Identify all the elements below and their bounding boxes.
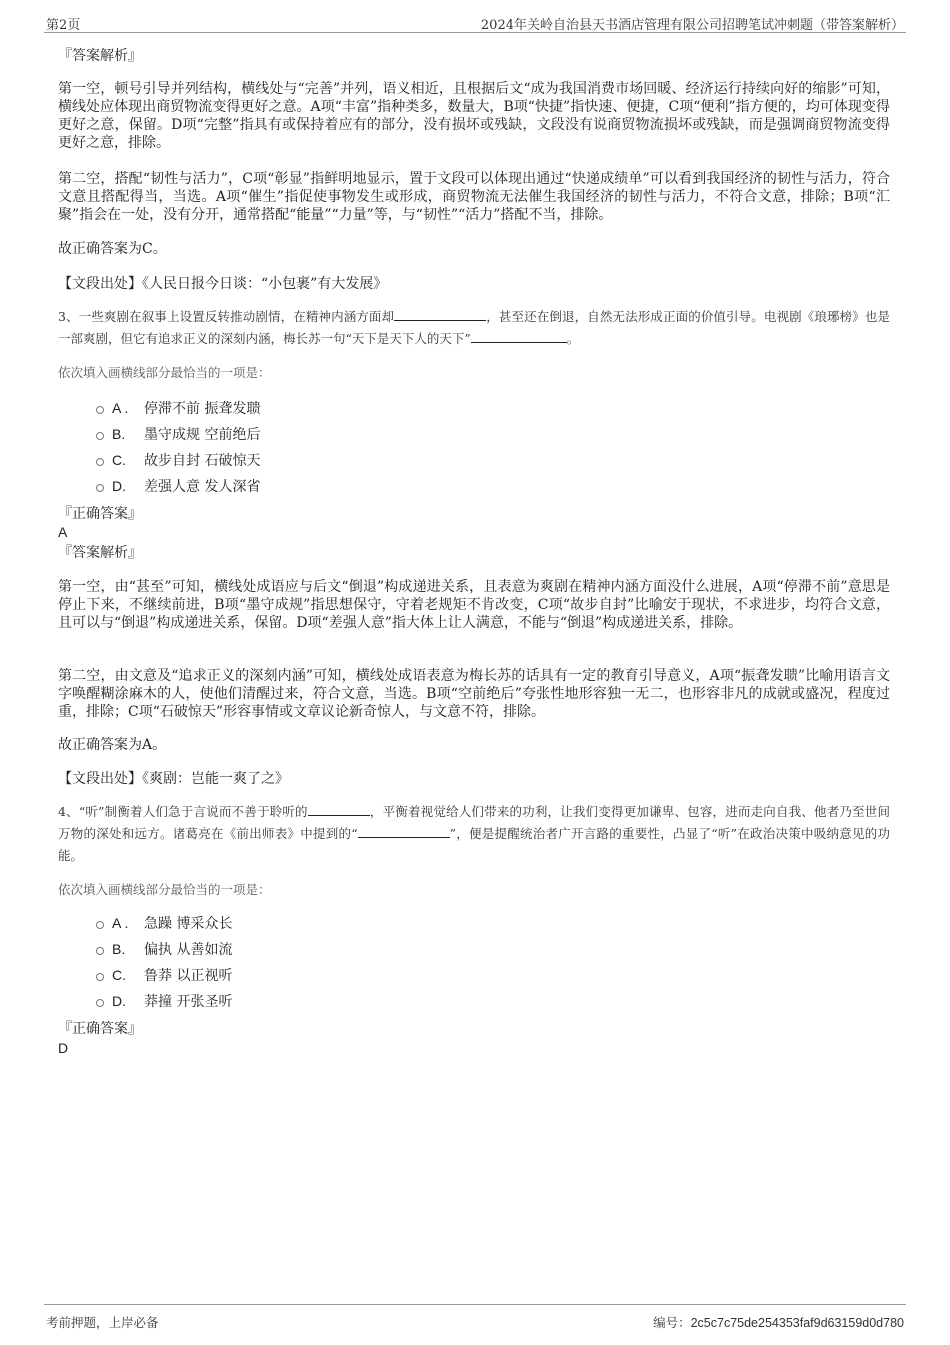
document-title: 2024年关岭自治县天书酒店管理有限公司招聘笔试冲刺题（带答案解析） bbox=[480, 18, 904, 33]
fill-blank bbox=[358, 825, 450, 838]
document-code: 编号：2c5c7c75de254353faf9d63159d0d780 bbox=[653, 1315, 904, 1330]
correct-answer-label: 『正确答案』 bbox=[58, 506, 142, 522]
correct-answer: A bbox=[58, 524, 68, 540]
radio-icon[interactable] bbox=[96, 999, 104, 1007]
analysis-paragraph: 第一空，由“甚至”可知，横线处成语应与后文“倒退”构成递进关系，且表意为爽剧在精神内涵方面没什么进展，A项“停滞不前”意思是停止下来，不继续前进，B项“墨守成规”指思想保守，守着老规矩不肯改变，C项“故步自封”比喻安于现状，不求进步，均符合文意，且可以与“倒退”构成递进关系，保留。D项“差强人意”指大体上让人满意，不能与“倒退”构成递进关系，排除。 bbox=[58, 579, 890, 631]
page-number: 第2页 bbox=[46, 18, 81, 33]
radio-icon[interactable] bbox=[96, 432, 104, 440]
option-a[interactable]: A . 急躁 博采众长 bbox=[96, 910, 232, 936]
analysis-paragraph: 第一空，顿号引导并列结构，横线处与“完善”并列，语义相近，且根据后文“成为我国消费市场回暖、经济运行持续向好的缩影”可知，横线处应体现出商贸物流变得更好之意。A项“丰富”指种类多，数量大，B项“快捷”指快速、便捷，C项“便利”指方便的，均可体现变得更好之意，保留。D项“完整”指具有或保持着应有的部分，没有损坏或残缺，文段没有说商贸物流损坏或残缺，而是强调商贸物流变得更好之意，排除。 bbox=[58, 81, 890, 151]
fill-blank bbox=[308, 803, 370, 816]
option-c[interactable]: C. 故步自封 石破惊天 bbox=[96, 447, 260, 473]
footer-slogan: 考前押题，上岸必备 bbox=[46, 1315, 159, 1330]
option-d[interactable]: D. 差强人意 发人深省 bbox=[96, 473, 260, 499]
conclusion: 故正确答案为A。 bbox=[58, 737, 167, 753]
question-3-stem: 3、一些爽剧在叙事上设置反转推动剧情，在精神内涵方面却 ，甚至还在倒退，自然无法形成正面的价值引导。电视剧《琅琊榜》也是一部爽剧，但它有追求正义的深刻内涵，梅长苏一句“天下是天下人的天下” 。 bbox=[58, 309, 890, 346]
page-footer bbox=[44, 1304, 906, 1329]
analysis-label: 『答案解析』 bbox=[58, 48, 142, 64]
page-header bbox=[44, 12, 906, 33]
option-b[interactable]: B. 偏执 从善如流 bbox=[96, 936, 232, 962]
question-3-options bbox=[96, 395, 260, 499]
question-4-options bbox=[96, 910, 232, 1014]
analysis-paragraph: 第二空，搭配“韧性与活力”，C项“彰显”指鲜明地显示，置于文段可以体现出通过“快递成绩单”可以看到我国经济的韧性与活力，符合文意且搭配得当，当选。A项“催生”指促使事物发生或形成，商贸物流无法催生我国经济的韧性与活力，不符合文意，排除；B项“汇聚”指会在一处，没有分开，通常搭配“能量”“力量”等，与“韧性”“活力”搭配不当，排除。 bbox=[58, 171, 890, 223]
radio-icon[interactable] bbox=[96, 973, 104, 981]
source-citation: 【文段出处】《爽剧：岂能一爽了之》 bbox=[58, 771, 289, 787]
option-b[interactable]: B. 墨守成规 空前绝后 bbox=[96, 421, 260, 447]
fill-blank bbox=[471, 330, 567, 343]
conclusion: 故正确答案为C。 bbox=[58, 241, 167, 257]
radio-icon[interactable] bbox=[96, 947, 104, 955]
analysis-label: 『答案解析』 bbox=[58, 545, 142, 561]
correct-answer: D bbox=[58, 1040, 69, 1056]
radio-icon[interactable] bbox=[96, 921, 104, 929]
radio-icon[interactable] bbox=[96, 406, 104, 414]
option-d[interactable]: D. 莽撞 开张圣听 bbox=[96, 988, 232, 1014]
question-prompt: 依次填入画横线部分最恰当的一项是： bbox=[58, 882, 271, 897]
analysis-paragraph: 第二空，由文意及“追求正义的深刻内涵”可知，横线处成语表意为梅长苏的话具有一定的教育引导意义，A项“振聋发聩”比喻用语言文字唤醒糊涂麻木的人，使他们清醒过来，符合文意，当选。B项“空前绝后”夸张性地形容独一无二，也形容非凡的成就或盛况，程度过重，排除；C项“石破惊天”形容事情或文章议论新奇惊人，与文意不符，排除。 bbox=[58, 668, 890, 720]
fill-blank bbox=[394, 308, 486, 321]
option-c[interactable]: C. 鲁莽 以正视听 bbox=[96, 962, 232, 988]
question-4-stem: 4、“听”制衡着人们急于言说而不善于聆听的 ，平衡着视觉给人们带来的功利，让我们变得更加谦卑、包容，进而走向自我、他者乃至世间万物的深处和远方。诸葛亮在《前出师表》中提到的“ ”，便是提醒统治者广开言路的重要性，凸显了“听”在政治决策中吸纳意见的功能。 bbox=[58, 804, 890, 863]
correct-answer-label: 『正确答案』 bbox=[58, 1021, 142, 1037]
radio-icon[interactable] bbox=[96, 484, 104, 492]
option-a[interactable]: A . 停滞不前 振聋发聩 bbox=[96, 395, 260, 421]
source-citation: 【文段出处】《人民日报今日谈：“小包裹”有大发展》 bbox=[58, 276, 388, 292]
question-prompt: 依次填入画横线部分最恰当的一项是： bbox=[58, 365, 271, 380]
radio-icon[interactable] bbox=[96, 458, 104, 466]
